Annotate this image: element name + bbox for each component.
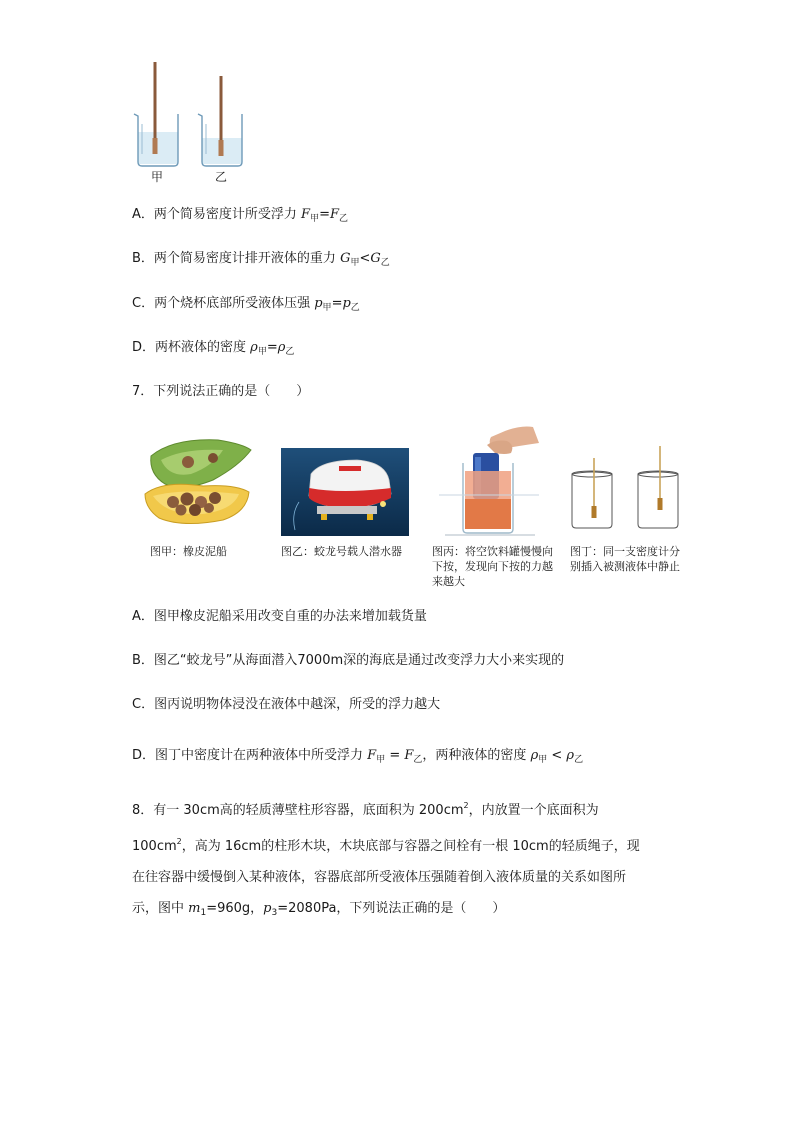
q8-line-1 <box>132 790 672 826</box>
q6-option-c <box>132 295 360 317</box>
q7-d-rho2: ρ <box>566 748 575 763</box>
q8-l4-c: =2080Pa，下列说法正确的是（ ） <box>277 901 506 916</box>
q7-d-sub1: 甲 <box>376 755 386 765</box>
q6-d-sub2: 乙 <box>285 347 295 357</box>
q6-b-var1: G <box>340 251 351 266</box>
q6-c-sub1: 甲 <box>322 303 332 313</box>
q7-d-f2: F <box>404 748 414 763</box>
q8-paragraph <box>132 790 672 929</box>
q6-option-a <box>132 206 348 228</box>
q8-l4-p: p <box>263 901 272 916</box>
q6-c-rel: = <box>331 296 343 311</box>
q7-d-mid: ，两种液体的密度 <box>422 748 527 763</box>
q8-line-3: 在往容器中缓慢倒入某种液体，容器底部所受液体压强随着倒入液体质量的关系如图所 <box>132 870 627 885</box>
q6-c-var2: p <box>342 296 351 311</box>
densimeter-svg <box>568 444 690 532</box>
q7-d-sub2: 乙 <box>413 755 423 765</box>
caption-bing: 图丙：将空饮料罐慢慢向下按，发现向下按的力越来越大 <box>432 545 553 588</box>
caption-jia: 图甲：橡皮泥船 <box>150 545 227 558</box>
q7-option-b: B．图乙“蛟龙号”从海面潜入7000m深的海底是通过改变浮力大小来实现的 <box>132 653 565 668</box>
q6-a-rel: = <box>319 207 330 222</box>
q8-l1-end: ，内放置一个底面积为 <box>468 803 599 818</box>
plasticine-boat-svg <box>143 436 255 531</box>
beaker-ding-right <box>638 446 678 528</box>
q7-stem: 7．下列说法正确的是（ ） <box>132 384 310 399</box>
q8-l4-b: =960g， <box>206 901 264 916</box>
q6-b-text: B．两个简易密度计排开液体的重力 <box>132 251 336 266</box>
q8-l4-a: 示，图中 <box>132 901 189 916</box>
q6-option-d <box>132 339 294 361</box>
figure-jia-plasticine-boat <box>143 436 255 531</box>
q7-option-d <box>132 747 583 769</box>
q6-b-rel: < <box>359 251 371 266</box>
q6-a-sub2: 乙 <box>339 214 349 224</box>
beaker-figure-svg <box>128 58 258 188</box>
q8-l1-sup: 2 <box>463 801 469 810</box>
beaker-ding-left <box>572 458 612 528</box>
q8-l2-end: ，高为 16cm的柱形木块，木块底部与容器之间栓有一根 10cm的轻质绳子，现 <box>181 839 640 854</box>
q6-d-sub1: 甲 <box>257 347 267 357</box>
beaker-label-left: 甲 <box>151 170 164 184</box>
q6-c-var1: p <box>314 296 323 311</box>
beaker-label-right: 乙 <box>215 170 228 184</box>
q6-b-sub1: 甲 <box>350 258 360 268</box>
q6-d-var2: ρ <box>277 340 286 355</box>
q8-l2-text: 100cm <box>132 839 177 854</box>
q6-c-text: C．两个烧杯底部所受液体压强 <box>132 296 311 311</box>
q7-d-f1: F <box>367 748 377 763</box>
q6-a-var1: F <box>301 207 311 222</box>
caption-ding: 图丁：同一支密度计分别插入被测液体中静止 <box>570 545 680 573</box>
q6-d-text: D．两杯液体的密度 <box>132 340 247 355</box>
q6-d-var1: ρ <box>250 340 258 355</box>
q8-l4-psub: 3 <box>271 908 278 918</box>
can-press-svg <box>435 423 545 539</box>
beaker-right <box>198 76 242 166</box>
q7-d-eq: = <box>385 748 405 763</box>
beaker-left <box>134 62 178 166</box>
q8-l4-msub: 1 <box>200 908 207 918</box>
caption-yi: 图乙：蛟龙号载人潜水器 <box>281 545 402 558</box>
figure-bing-can-press <box>435 423 545 539</box>
q6-d-rel: = <box>266 340 278 355</box>
q8-l2-sup: 2 <box>176 837 182 846</box>
q7-d-text: D．图丁中密度计在两种液体中所受浮力 <box>132 748 364 763</box>
q8-line-2 <box>132 826 672 862</box>
figure-yi-submersible <box>281 448 409 536</box>
figure-ding-densimeter <box>568 444 690 532</box>
q6-b-sub2: 乙 <box>380 258 390 268</box>
q6-b-var2: G <box>370 251 381 266</box>
beaker-figure <box>128 58 258 188</box>
q6-c-sub2: 乙 <box>350 303 360 313</box>
q7-option-c: C．图丙说明物体浸没在液体中越深，所受的浮力越大 <box>132 697 441 712</box>
q6-a-text: A．两个简易密度计所受浮力 <box>132 207 297 222</box>
q6-option-b <box>132 250 390 272</box>
q7-d-rho2-sub: 乙 <box>574 755 584 765</box>
q7-d-lt: < <box>547 748 567 763</box>
q7-d-rho1: ρ <box>530 748 539 763</box>
submersible-svg <box>281 448 409 536</box>
q8-line-4 <box>132 893 672 929</box>
q7-d-rho1-sub: 甲 <box>538 755 548 765</box>
q8-l1-text: 8．有一 30cm高的轻质薄壁柱形容器，底面积为 200cm <box>132 803 464 818</box>
q6-a-var2: F <box>330 207 340 222</box>
q7-option-a: A．图甲橡皮泥船采用改变自重的办法来增加载货量 <box>132 609 427 624</box>
q8-l4-m: m <box>188 901 201 916</box>
q6-a-sub1: 甲 <box>310 214 320 224</box>
